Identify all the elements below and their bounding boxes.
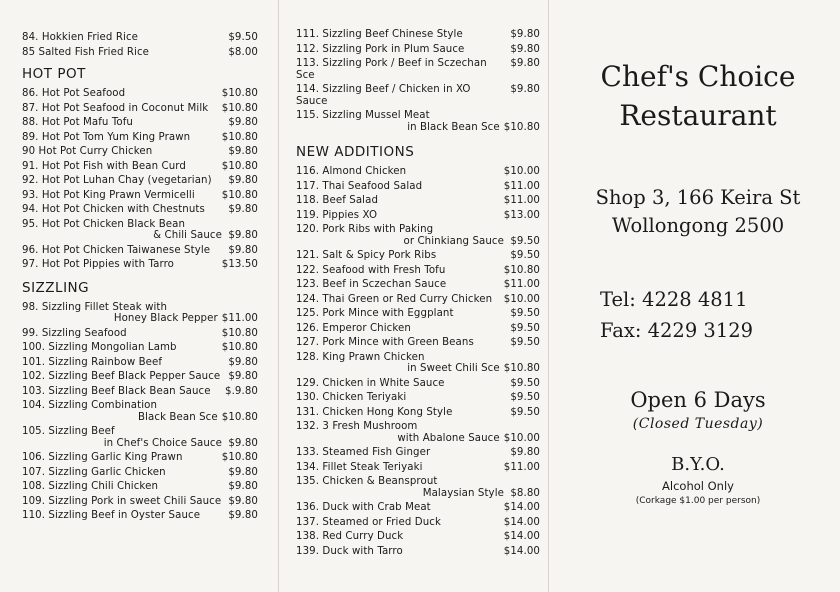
menu-item-price: $10.80 xyxy=(221,189,258,201)
menu-item-name xyxy=(22,371,226,383)
menu-item-price: $9.50 xyxy=(510,235,540,247)
menu-item xyxy=(296,462,540,474)
sizzling-items-list xyxy=(22,302,258,522)
menu-item-name xyxy=(22,481,226,493)
menu-item-name xyxy=(296,462,504,474)
menu-item-price: $14.00 xyxy=(503,516,540,528)
byo-label: B.Y.O. xyxy=(671,454,725,475)
menu-item-price: $9.50 xyxy=(228,32,258,43)
menu-item xyxy=(22,496,258,508)
menu-item-name-line1: 137. Steamed or Fried Duck xyxy=(296,516,441,528)
menu-item-name-line1: 89. Hot Pot Tom Yum King Prawn xyxy=(22,131,191,143)
menu-item-price: $10.80 xyxy=(503,121,540,133)
menu-item-name-line1: 126. Emperor Chicken xyxy=(296,322,411,334)
menu-item xyxy=(296,323,540,335)
section-title-new-additions: NEW ADDITIONS xyxy=(296,144,415,160)
menu-item-name xyxy=(296,195,504,207)
sizzling-items-continued-list xyxy=(296,29,540,133)
menu-item-name xyxy=(296,407,508,419)
menu-item xyxy=(22,88,258,100)
menu-item xyxy=(296,250,540,262)
hot-pot-items-list xyxy=(22,88,258,271)
menu-item-name xyxy=(22,146,226,158)
menu-item-name-line1: 114. Sizzling Beef / Chicken in XO Sauce xyxy=(296,84,471,107)
menu-item-name xyxy=(22,426,226,449)
menu-item-price: $10.00 xyxy=(503,432,540,444)
menu-item-name-line1: 108. Sizzling Chili Chicken xyxy=(22,481,158,492)
menu-item-name-line1: 117. Thai Seafood Salad xyxy=(296,180,423,192)
menu-item xyxy=(22,219,258,242)
menu-item-price: $8.80 xyxy=(510,487,540,499)
menu-item-name xyxy=(22,175,226,187)
menu-item-name xyxy=(296,294,504,306)
menu-item xyxy=(296,181,540,193)
menu-item xyxy=(22,245,258,257)
menu-item xyxy=(22,161,258,173)
menu-item-price: $9.80 xyxy=(228,356,258,368)
menu-item-name-line1: 85 Salted Fish Fried Rice xyxy=(22,46,150,58)
menu-item-name-line1: 87. Hot Pot Seafood in Coconut Milk xyxy=(22,102,209,114)
menu-item-name-line1: 90 Hot Pot Curry Chicken xyxy=(22,146,153,157)
menu-item-name-line1: 127. Pork Mince with Green Beans xyxy=(296,337,474,348)
menu-item-price: $9.80 xyxy=(228,244,258,256)
fold-line-1 xyxy=(278,0,279,592)
menu-item-price: $9.80 xyxy=(228,117,258,128)
menu-item-name xyxy=(296,546,504,558)
menu-item xyxy=(296,44,540,56)
menu-item-price: $9.50 xyxy=(510,406,540,418)
menu-item-price: $10.80 xyxy=(221,88,258,99)
menu-item-name xyxy=(22,204,226,216)
menu-item xyxy=(22,510,258,522)
menu-item-name-line1: 118. Beef Salad xyxy=(296,195,379,206)
menu-item xyxy=(22,103,258,115)
menu-item xyxy=(22,47,258,59)
menu-item-name-line1: 96. Hot Pot Chicken Taiwanese Style xyxy=(22,244,211,256)
menu-item-price: $.9.80 xyxy=(224,385,258,397)
menu-item xyxy=(22,481,258,493)
menu-item-name-line1: 119. Pippies XO xyxy=(296,209,378,221)
menu-item-price: $11.00 xyxy=(503,279,540,290)
section-title-hot-pot: HOT POT xyxy=(22,66,86,82)
menu-item-name-line2: in Chef's Choice Sauce xyxy=(103,437,222,449)
menu-item-price: $10.80 xyxy=(221,160,258,172)
menu-item-name xyxy=(22,161,222,173)
menu-item xyxy=(296,407,540,419)
new-additions-items-list xyxy=(296,166,540,557)
menu-panel-left xyxy=(22,0,258,525)
menu-item-price: $9.80 xyxy=(510,43,540,55)
menu-item-name xyxy=(22,245,226,257)
menu-item-name xyxy=(22,117,226,129)
menu-item xyxy=(22,175,258,187)
menu-item-name-line1: 86. Hot Pot Seafood xyxy=(22,88,126,99)
menu-item xyxy=(296,224,540,247)
menu-item-name-line1: 136. Duck with Crab Meat xyxy=(296,502,431,513)
menu-item-name-line2: in Sweet Chili Sce xyxy=(407,363,500,374)
menu-item-price: $14.00 xyxy=(503,531,540,542)
menu-item-name xyxy=(296,110,504,133)
menu-item-name-line1: 98. Sizzling Fillet Steak with xyxy=(22,301,168,313)
menu-item-name xyxy=(296,517,504,529)
menu-item xyxy=(22,132,258,144)
menu-item-name-line1: 110. Sizzling Beef in Oyster Sauce xyxy=(22,510,201,521)
menu-item-price: $9.50 xyxy=(510,250,540,261)
menu-item-price: $9.80 xyxy=(228,495,258,507)
menu-item-price: $11.00 xyxy=(221,313,258,324)
menu-item-name-line1: 92. Hot Pot Luhan Chay (vegetarian) xyxy=(22,175,212,186)
menu-item-name xyxy=(22,357,226,369)
menu-item-name xyxy=(296,181,504,193)
menu-item xyxy=(296,476,540,499)
menu-item xyxy=(22,259,258,271)
menu-item-name-line1: 102. Sizzling Beef Black Pepper Sauce xyxy=(22,371,221,382)
restaurant-name-line1: Chef's Choice xyxy=(600,60,796,93)
menu-item-name xyxy=(22,219,226,242)
menu-item-name xyxy=(22,302,222,325)
menu-item xyxy=(296,378,540,390)
menu-item xyxy=(22,452,258,464)
menu-item-name xyxy=(22,452,222,464)
menu-item-name xyxy=(296,447,508,459)
menu-item-name-line1: 104. Sizzling Combination xyxy=(22,400,158,411)
menu-item-name-line1: 88. Hot Pot Mafu Tofu xyxy=(22,117,133,128)
menu-item-name-line1: 109. Sizzling Pork in sweet Chili Sauce xyxy=(22,495,222,507)
menu-item-name-line1: 103. Sizzling Beef Black Bean Sauce xyxy=(22,385,211,397)
fax: Fax: 4229 3129 xyxy=(600,319,754,342)
menu-item-price: $10.80 xyxy=(221,411,258,423)
menu-item-name-line1: 116. Almond Chicken xyxy=(296,166,407,177)
rice-items-list xyxy=(22,32,258,58)
menu-item-name xyxy=(296,224,508,247)
opening-days: Open 6 Days xyxy=(630,388,766,412)
alcohol-only: Alcohol Only xyxy=(662,479,734,493)
menu-item xyxy=(296,502,540,514)
menu-item-name xyxy=(22,328,222,340)
menu-item xyxy=(296,110,540,133)
menu-item-name-line1: 139. Duck with Tarro xyxy=(296,545,403,557)
menu-item-price: $9.80 xyxy=(228,466,258,478)
menu-item-price: $11.00 xyxy=(503,461,540,473)
menu-item-name-line1: 122. Seafood with Fresh Tofu xyxy=(296,264,446,276)
menu-item-name-line2: Black Bean Sce xyxy=(138,411,218,423)
menu-item-name-line1: 101. Sizzling Rainbow Beef xyxy=(22,356,163,368)
menu-item-price: $9.80 xyxy=(228,510,258,521)
menu-item-price: $9.80 xyxy=(510,84,540,95)
menu-item-price: $14.00 xyxy=(503,545,540,557)
menu-item-name-line1: 111. Sizzling Beef Chinese Style xyxy=(296,29,463,40)
menu-item-name-line1: 105. Sizzling Beef xyxy=(22,426,115,437)
menu-item-name xyxy=(296,84,508,107)
menu-item xyxy=(22,32,258,44)
menu-item-name-line1: 84. Hokkien Fried Rice xyxy=(22,32,139,43)
menu-item-name xyxy=(296,378,508,390)
menu-item xyxy=(296,421,540,444)
menu-item-name xyxy=(296,58,508,81)
menu-item-name-line1: 112. Sizzling Pork in Plum Sauce xyxy=(296,43,465,55)
menu-item xyxy=(296,210,540,222)
menu-item-price: $10.80 xyxy=(503,264,540,276)
menu-item-name-line1: 120. Pork Ribs with Paking xyxy=(296,224,434,235)
menu-item-name-line1: 91. Hot Pot Fish with Bean Curd xyxy=(22,160,186,172)
menu-item-name xyxy=(296,352,504,375)
menu-item-price: $9.80 xyxy=(510,29,540,40)
menu-item-price: $9.50 xyxy=(510,337,540,348)
menu-item-price: $9.50 xyxy=(510,322,540,334)
restaurant-name-line2: Restaurant xyxy=(619,99,777,132)
menu-item-name xyxy=(296,323,508,335)
menu-item-name-line2: Malaysian Style xyxy=(422,487,504,499)
menu-item-name-line1: 130. Chicken Teriyaki xyxy=(296,392,407,403)
menu-item-name-line2: Honey Black Pepper xyxy=(113,313,218,324)
menu-item xyxy=(296,308,540,320)
menu-item xyxy=(22,328,258,340)
menu-item-name-line2: or Chinkiang Sauce xyxy=(403,235,504,247)
menu-item xyxy=(296,517,540,529)
menu-item-name-line1: 113. Sizzling Pork / Beef in Sczechan Sce xyxy=(296,58,487,81)
menu-item xyxy=(296,352,540,375)
menu-item-price: $9.80 xyxy=(510,58,540,69)
menu-item xyxy=(296,392,540,404)
menu-item xyxy=(22,467,258,479)
menu-item xyxy=(22,342,258,354)
menu-item-name-line1: 106. Sizzling Garlic King Prawn xyxy=(22,452,183,463)
menu-item-price: $9.80 xyxy=(228,146,258,157)
menu-item-name-line2: with Abalone Sauce xyxy=(397,432,500,444)
menu-item-name xyxy=(296,44,508,56)
menu-item-name xyxy=(22,132,222,144)
menu-item-price: $10.00 xyxy=(503,293,540,305)
menu-item-name xyxy=(22,47,226,59)
menu-item-price: $10.00 xyxy=(503,166,540,177)
menu-panel-middle xyxy=(296,0,540,560)
menu-item-name-line1: 115. Sizzling Mussel Meat xyxy=(296,110,430,121)
menu-item xyxy=(296,58,540,81)
menu-item-price: $9.80 xyxy=(228,371,258,382)
closed-day: (Closed Tuesday) xyxy=(632,416,764,432)
menu-item xyxy=(296,294,540,306)
menu-item xyxy=(296,337,540,349)
menu-item-price: $9.50 xyxy=(510,377,540,389)
menu-item-price: $10.80 xyxy=(503,363,540,374)
menu-item-name-line1: 131. Chicken Hong Kong Style xyxy=(296,406,453,418)
menu-item xyxy=(22,204,258,216)
corkage-note: (Corkage $1.00 per person) xyxy=(635,496,761,506)
menu-item-name-line1: 95. Hot Pot Chicken Black Bean xyxy=(22,218,186,230)
telephone: Tel: 4228 4811 xyxy=(600,288,748,311)
menu-item-price: $9.50 xyxy=(510,392,540,403)
menu-item-price: $13.00 xyxy=(503,209,540,221)
menu-item-name xyxy=(296,337,508,349)
menu-item-name-line1: 134. Fillet Steak Teriyaki xyxy=(296,461,423,473)
menu-item-name xyxy=(22,103,222,115)
menu-item-name-line1: 133. Steamed Fish Ginger xyxy=(296,447,431,458)
menu-item-name-line1: 97. Hot Pot Pippies with Tarro xyxy=(22,259,174,270)
menu-item xyxy=(22,357,258,369)
menu-item-price: $9.50 xyxy=(510,308,540,319)
section-title-sizzling: SIZZLING xyxy=(22,279,90,296)
cover-panel xyxy=(556,0,840,506)
menu-item-name-line1: 128. King Prawn Chicken xyxy=(296,351,425,363)
menu-item-name xyxy=(22,32,226,44)
menu-item xyxy=(296,531,540,543)
menu-item xyxy=(296,546,540,558)
contact-block xyxy=(556,284,840,346)
menu-item xyxy=(22,190,258,202)
menu-item-name-line1: 121. Salt & Spicy Pork Ribs xyxy=(296,250,437,261)
menu-item xyxy=(22,146,258,158)
menu-item-price: $8.00 xyxy=(228,46,258,58)
menu-item xyxy=(296,447,540,459)
menu-item-price: $14.00 xyxy=(503,502,540,513)
menu-item-name-line1: 107. Sizzling Garlic Chicken xyxy=(22,466,166,478)
menu-item xyxy=(22,386,258,398)
menu-item-name-line1: 124. Thai Green or Red Curry Chicken xyxy=(296,293,493,305)
menu-item-name-line1: 93. Hot Pot King Prawn Vermicelli xyxy=(22,189,195,201)
address-line1: Shop 3, 166 Keira St xyxy=(595,186,801,209)
menu-item-name-line1: 99. Sizzling Seafood xyxy=(22,327,127,339)
menu-item-price: $10.80 xyxy=(221,327,258,339)
menu-item-name xyxy=(22,496,226,508)
menu-item-price: $9.80 xyxy=(228,204,258,215)
menu-item xyxy=(296,279,540,291)
menu-item xyxy=(22,426,258,449)
menu-item xyxy=(22,400,258,423)
menu-item-name-line2: in Black Bean Sce xyxy=(407,121,500,133)
menu-item-name xyxy=(296,392,508,404)
menu-item-price: $9.80 xyxy=(228,230,258,241)
menu-item-price: $11.00 xyxy=(503,195,540,206)
menu-item-price: $9.80 xyxy=(228,437,258,449)
menu-item-name xyxy=(22,190,222,202)
menu-item-name xyxy=(296,421,504,444)
menu-item-price: $11.00 xyxy=(503,180,540,192)
menu-item-name-line1: 138. Red Curry Duck xyxy=(296,531,404,542)
menu-item xyxy=(296,84,540,107)
menu-item-name xyxy=(296,502,504,514)
menu-item-name xyxy=(22,259,222,271)
menu-item-name xyxy=(22,510,226,522)
menu-item-name-line1: 125. Pork Mince with Eggplant xyxy=(296,308,454,319)
menu-item-name xyxy=(296,166,504,178)
menu-item xyxy=(22,371,258,383)
menu-item xyxy=(296,195,540,207)
menu-item-name xyxy=(296,531,504,543)
menu-item-name xyxy=(296,279,504,291)
menu-item-name xyxy=(296,308,508,320)
menu-item-name xyxy=(296,250,508,262)
fold-line-2 xyxy=(548,0,549,592)
address xyxy=(556,184,840,240)
menu-item-name xyxy=(22,467,226,479)
menu-item xyxy=(22,117,258,129)
menu-item-price: $9.80 xyxy=(228,481,258,492)
menu-item xyxy=(296,265,540,277)
menu-item-name-line1: 100. Sizzling Mongolian Lamb xyxy=(22,342,177,353)
menu-item-name xyxy=(296,29,508,41)
menu-item-name xyxy=(296,476,508,499)
menu-item-name-line1: 94. Hot Pot Chicken with Chestnuts xyxy=(22,204,205,215)
menu-item-name xyxy=(22,88,222,100)
menu-item-price: $13.50 xyxy=(221,259,258,270)
menu-item-name xyxy=(22,400,222,423)
menu-item-price: $9.80 xyxy=(510,447,540,458)
menu-item xyxy=(22,302,258,325)
menu-item-name-line1: 135. Chicken & Beansprout xyxy=(296,476,438,487)
menu-item-price: $10.80 xyxy=(221,452,258,463)
menu-item-price: $10.80 xyxy=(221,342,258,353)
menu-item-name xyxy=(22,342,222,354)
menu-item xyxy=(296,166,540,178)
menu-item-name-line1: 129. Chicken in White Sauce xyxy=(296,377,445,389)
menu-item-name xyxy=(22,386,225,398)
menu-item-name xyxy=(296,265,504,277)
menu-item xyxy=(296,29,540,41)
address-line2: Wollongong 2500 xyxy=(611,214,785,237)
menu-item-name-line1: 123. Beef in Sczechan Sauce xyxy=(296,279,447,290)
menu-item-price: $9.80 xyxy=(228,175,258,186)
menu-item-price: $10.80 xyxy=(221,131,258,143)
menu-item-price: $10.80 xyxy=(221,102,258,114)
menu-item-name xyxy=(296,210,504,222)
menu-item-name-line1: 132. 3 Fresh Mushroom xyxy=(296,421,418,432)
menu-item-name-line2: & Chili Sauce xyxy=(153,230,222,241)
